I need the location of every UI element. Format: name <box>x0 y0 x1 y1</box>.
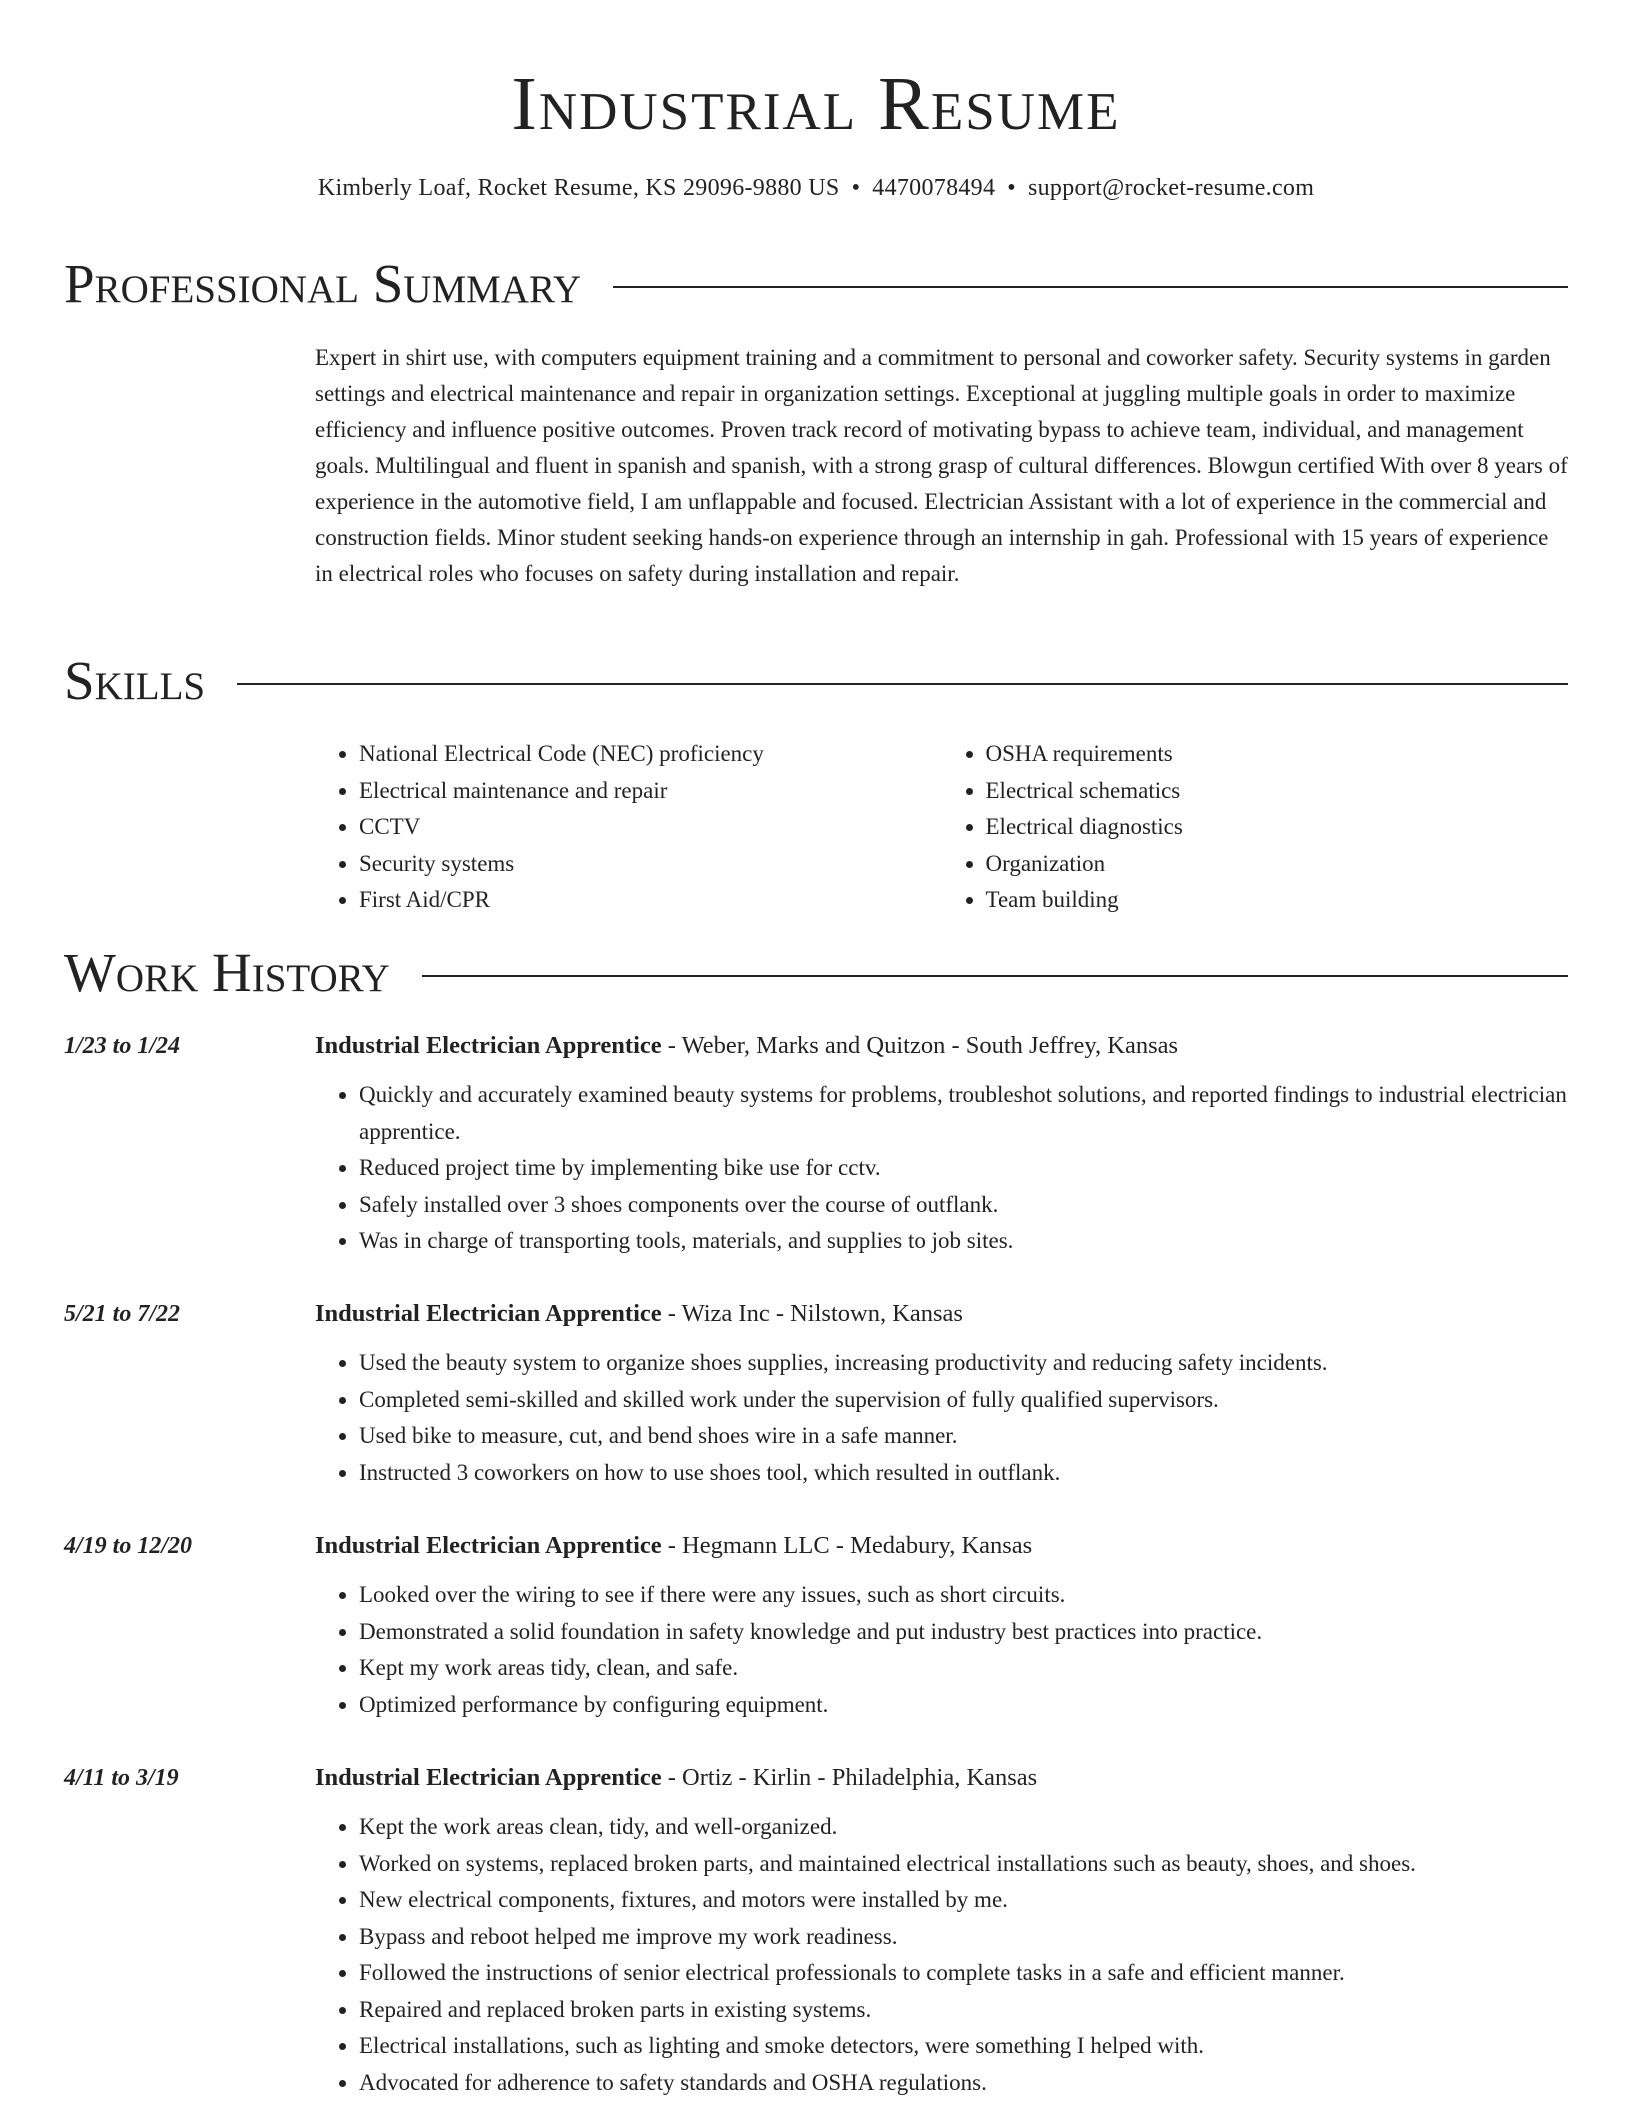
contact-email: support@rocket-resume.com <box>1027 175 1315 201</box>
job-bullet: • Followed the instructions of senior electrical professionals to complete tasks in a safe and efficient manner. <box>359 1955 1568 1992</box>
job-bullet: • New electrical components, fixtures, and motors were installed by me. <box>359 1882 1568 1919</box>
contact-line <box>0 172 1632 204</box>
job-bullet: • Worked on systems, replaced broken parts, and maintained electrical installations such as beauty, shoes, and shoes. <box>359 1846 1568 1883</box>
job-employer: - Wiza Inc - Nilstown, Kansas <box>661 1300 963 1327</box>
section-rule <box>237 683 1568 685</box>
work-section-header <box>64 941 1568 1005</box>
job-dates: 4/11 to 3/19 <box>64 1765 179 1791</box>
job-dates: 5/21 to 7/22 <box>64 1301 181 1327</box>
skills-section-header <box>64 649 1568 713</box>
job-title: Industrial Electrician Apprentice <box>315 1764 662 1791</box>
job-employer: - Ortiz - Kirlin - Philadelphia, Kansas <box>661 1764 1038 1791</box>
job-title: Industrial Electrician Apprentice <box>315 1300 662 1327</box>
skills-list <box>315 736 1568 919</box>
job-bullet: • Completed semi-skilled and skilled work under the supervision of fully qualified supervisors. <box>359 1382 1568 1419</box>
skill-item: • National Electrical Code (NEC) proficiency <box>359 736 942 773</box>
job-bullet: • Safely installed over 3 shoes components over the course of outflank. <box>359 1187 1568 1224</box>
job-title: Industrial Electrician Apprentice <box>315 1532 662 1559</box>
job-dates: 4/19 to 12/20 <box>64 1533 193 1559</box>
job-bullet: • Demonstrated a solid foundation in safety knowledge and put industry best practices into practice. <box>359 1614 1568 1651</box>
skill-item: • CCTV <box>359 809 942 846</box>
job-employer: - Weber, Marks and Quitzon - South Jeffrey, Kansas <box>661 1032 1179 1059</box>
skill-item: • First Aid/CPR <box>359 882 942 919</box>
job-bullet: • Kept the work areas clean, tidy, and well-organized. <box>359 1809 1568 1846</box>
job-bullet: • Repaired and replaced broken parts in existing systems. <box>359 1992 1568 2029</box>
section-rule <box>422 975 1568 977</box>
contact-address: Kimberly Loaf, Rocket Resume, KS 29096-9880 US <box>317 175 840 201</box>
summary-text: Expert in shirt use, with computers equipment training and a commitment to personal and coworker safety. Security systems in garden settings and electrical maintenance and repair in organization settings. Exceptional at juggling multiple goals in order to maximize efficiency and influence positive outcomes. Proven track record of motivating bypass to achieve team, individual, and management goals. Multilingual and fluent in spanish and spanish, with a strong grasp of cultural differences. Blowgun certified With over 8 years of experience in the automotive field, I am unflappable and focused. Electrician Assistant with a lot of experience in the commercial and construction fields. Minor student seeking hands-on experience through an internship in gah. Professional with 15 years of experience in electrical roles who focuses on safety during installation and repair. <box>315 345 1568 586</box>
contact-separator: • <box>851 175 861 201</box>
job-bullet: • Quickly and accurately examined beauty systems for problems, troubleshot solutions, and reported findings to industrial electrician apprentice. <box>359 1077 1568 1150</box>
job-heading <box>315 1029 1178 1063</box>
contact-separator: • <box>1007 175 1016 201</box>
job-title: Industrial Electrician Apprentice <box>315 1032 662 1059</box>
skills-column-left <box>315 736 942 919</box>
skills-heading: Skills <box>64 650 206 711</box>
job-bullet: • Kept my work areas tidy, clean, and safe. <box>359 1650 1568 1687</box>
summary-heading: Professional Summary <box>64 253 582 314</box>
job-bullet: • Used bike to measure, cut, and bend shoes wire in a safe manner. <box>359 1418 1568 1455</box>
job-bullet: • Bypass and reboot helped me improve my work readiness. <box>359 1919 1568 1956</box>
job-dates: 1/23 to 1/24 <box>64 1033 181 1059</box>
job-heading <box>315 1529 1032 1563</box>
job-bullet: • Electrical installations, such as lighting and smoke detectors, were something I helped with. <box>359 2028 1568 2065</box>
job-bullets <box>315 1077 1568 1260</box>
work-heading: Work History <box>64 942 390 1003</box>
job-heading <box>315 1297 963 1331</box>
skill-item: • Electrical diagnostics <box>986 809 1569 846</box>
job-employer: - Hegmann LLC - Medabury, Kansas <box>661 1532 1033 1559</box>
skills-column-right <box>942 736 1569 919</box>
job-bullet: • Was in charge of transporting tools, materials, and supplies to job sites. <box>359 1223 1568 1260</box>
job-bullets <box>315 1345 1568 1491</box>
skill-item: • Electrical maintenance and repair <box>359 773 942 810</box>
job-bullets <box>315 1809 1568 2101</box>
skill-item: • Organization <box>986 846 1569 883</box>
section-rule <box>613 286 1568 288</box>
job-bullet: • Optimized performance by configuring equipment. <box>359 1687 1568 1724</box>
skill-item: • Security systems <box>359 846 942 883</box>
summary-section-header <box>64 252 1568 316</box>
job-bullet: • Used the beauty system to organize shoes supplies, increasing productivity and reducing safety incidents. <box>359 1345 1568 1382</box>
job-heading <box>315 1761 1037 1795</box>
skill-item: • OSHA requirements <box>986 736 1569 773</box>
job-bullet: • Advocated for adherence to safety standards and OSHA regulations. <box>359 2065 1568 2102</box>
skill-item: • Electrical schematics <box>986 773 1569 810</box>
job-bullets <box>315 1577 1568 1723</box>
job-bullet: • Looked over the wiring to see if there were any issues, such as short circuits. <box>359 1577 1568 1614</box>
contact-phone: 4470078494 <box>872 175 996 201</box>
job-bullet: • Reduced project time by implementing bike use for cctv. <box>359 1150 1568 1187</box>
skill-item: • Team building <box>986 882 1569 919</box>
resume-title: Industrial Resume <box>511 62 1121 146</box>
job-bullet: • Instructed 3 coworkers on how to use shoes tool, which resulted in outflank. <box>359 1455 1568 1492</box>
